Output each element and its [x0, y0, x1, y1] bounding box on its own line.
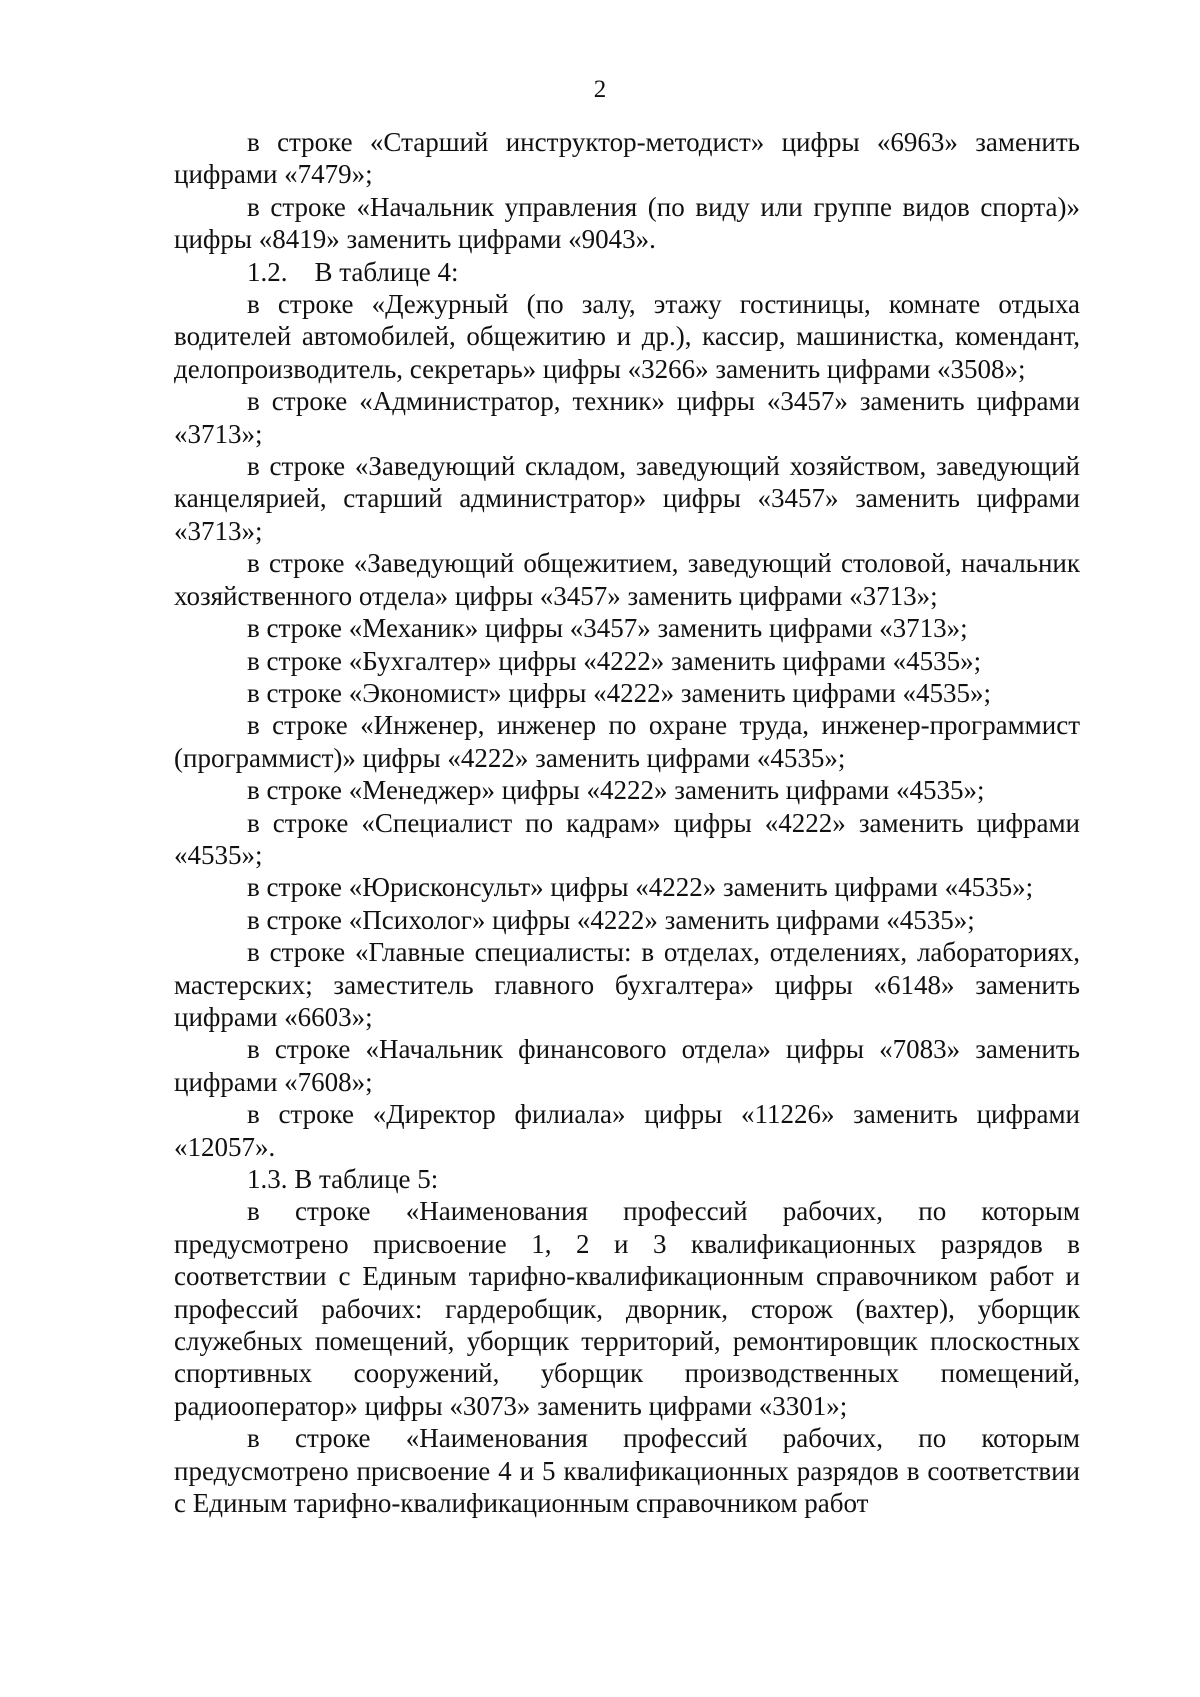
paragraph: в строке «Психолог» цифры «4222» заменить цифрами «4535»;	[247, 904, 975, 935]
paragraph: в строке «Экономист» цифры «4222» заменить цифрами «4535»;	[247, 677, 992, 708]
paragraph: в строке «Главные специалисты: в отделах, отделениях, лабораториях, мастерских; заместитель главного бухгалтера» цифры «6148» заменить цифрами «6603»;	[174, 937, 1080, 1032]
paragraph: в строке «Бухгалтер» цифры «4222» заменить цифрами «4535»;	[247, 645, 982, 676]
paragraph: в строке «Менеджер» цифры «4222» заменить цифрами «4535»;	[247, 775, 985, 806]
paragraph: в строке «Заведующий складом, заведующий хозяйством, заведующий канцелярией, старший администратор» цифры «3457» заменить цифрами «3713»;	[174, 451, 1080, 546]
paragraph: в строке «Старший инструктор-методист» цифры «6963» заменить цифрами «7479»;	[174, 127, 1080, 190]
paragraph: в строке «Начальник управления (по виду или группе видов спорта)» цифры «8419» заменить цифрами «9043».	[174, 191, 1080, 255]
paragraph: в строке «Специалист по кадрам» цифры «4222» заменить цифрами «4535»;	[174, 807, 1080, 870]
section-heading: 1.2. В таблице 4:	[247, 256, 459, 287]
paragraph: в строке «Инженер, инженер по охране труда, инженер-программист (программист)» цифры «4222» заменить цифрами «4535»;	[174, 710, 1080, 773]
section-heading: 1.3. В таблице 5:	[247, 1164, 439, 1194]
paragraph: в строке «Администратор, техник» цифры «3457» заменить цифрами «3713»;	[174, 386, 1080, 449]
paragraph: в строке «Директор филиала» цифры «11226» заменить цифрами «12057».	[174, 1099, 1080, 1162]
paragraph: в строке «Дежурный (по залу, этажу гостиницы, комнате отдыха водителей автомобилей, общежитию и др.), кассир, машинистка, комендант, делопроизводитель, секретарь» цифры «3266» заменить цифрами «3508»;	[174, 289, 1080, 384]
paragraph: в строке «Механик» цифры «3457» заменить цифрами «3713»;	[247, 613, 968, 644]
paragraph: в строке «Заведующий общежитием, заведующий столовой, начальник хозяйственного отдела» цифры «3457» заменить цифрами «3713»;	[174, 548, 1080, 611]
paragraph: в строке «Юрисконсульт» цифры «4222» заменить цифрами «4535»;	[247, 872, 1034, 903]
paragraph: в строке «Наименования профессий рабочих, по которым предусмотрено присвоение 1, 2 и 3 квалификационных разрядов в соответствии с Единым тарифно-квалификационным справочником работ и профессий рабочих: гардеробщик, дворник, сторож (вахтер), уборщик служебных помещений, уборщик территорий, ремонтировщик плоскостных спортивных сооружений, уборщик производственных помещений, радиооператор» цифры «3073» заменить цифрами «3301»;	[174, 1196, 1080, 1421]
page-number: 2	[593, 76, 607, 103]
paragraph: в строке «Начальник финансового отдела» цифры «7083» заменить цифрами «7608»;	[174, 1034, 1080, 1097]
document-body	[174, 126, 1080, 1519]
paragraph: в строке «Наименования профессий рабочих, по которым предусмотрено присвоение 4 и 5 квалификационных разрядов в соответствии с Единым тарифно-квалификационным справочником работ	[174, 1423, 1080, 1519]
